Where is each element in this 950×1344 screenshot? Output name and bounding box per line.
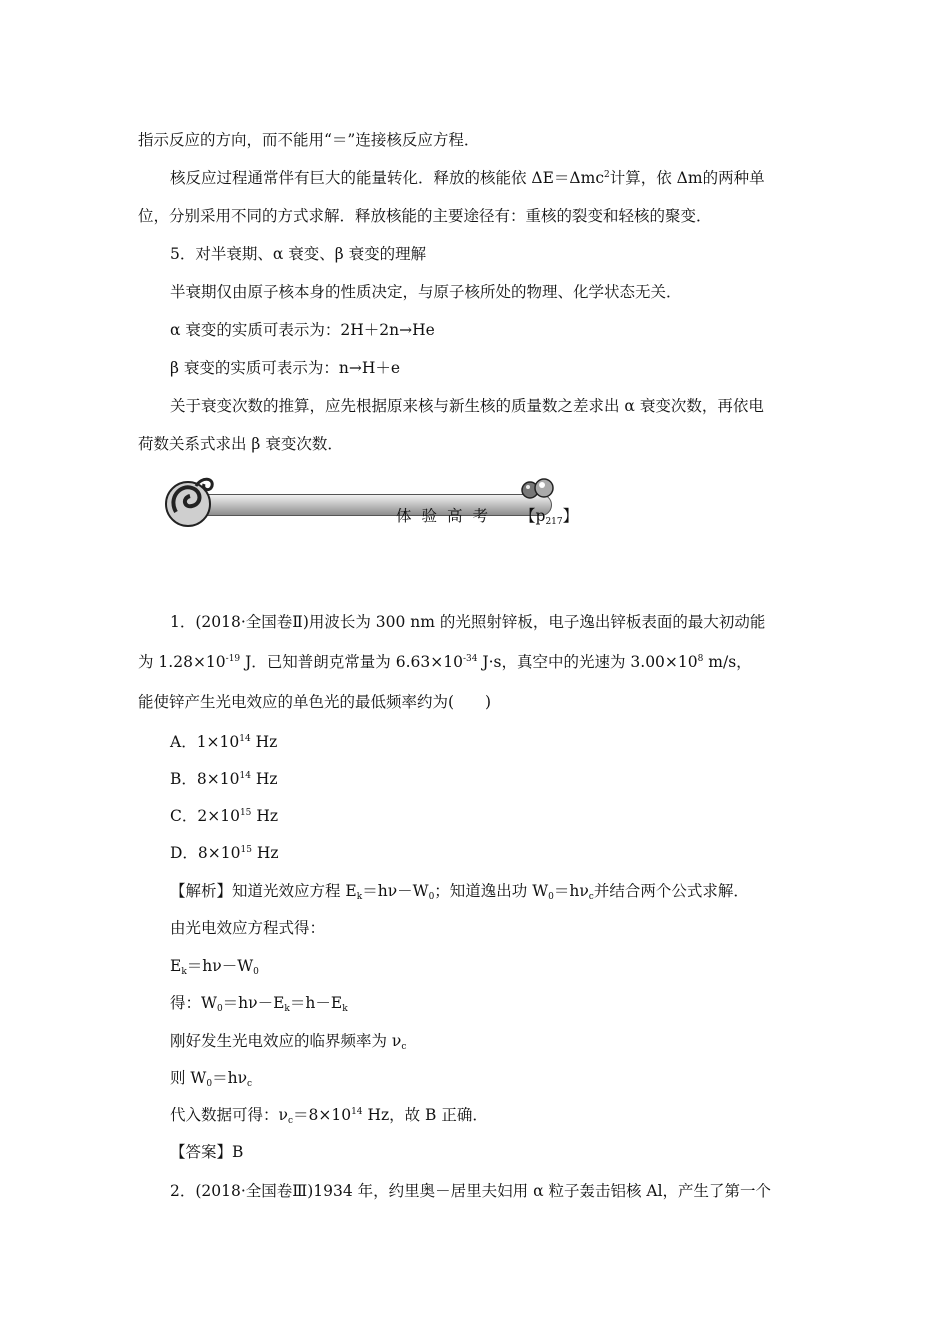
banner-page-ref: 【$p_{217}$】	[520, 507, 579, 527]
q1-line-2: 为 $1.28\times 10^{-19}$ J．已知普朗克常量为 $6.63\times 10^{-34}$ J·s，真空中的光速为 $3.00\times 10^8$ m/s，	[138, 653, 752, 671]
decay-count-line-1: 关于衰变次数的推算，应先根据原来核与新生核的质量数之差求出 α 衰变次数，再依电	[170, 397, 764, 415]
q1-step-4: 刚好发生光电效应的临界频率为 $\nu_c$	[170, 1032, 407, 1052]
q1-analysis: 【解析】知道光效应方程 $E_k=h\nu-W_0$；知道逸出功 $W_0=h\nu_c$并结合两个公式求解．	[170, 882, 749, 902]
decay-count-line-2: 荷数关系式求出 β 衰变次数．	[138, 435, 343, 453]
q2-line-1: 2．(2018·全国卷Ⅲ)1934 年，约里奥－居里夫妇用 α 粒子轰击铝核 Al，产生了第一个	[170, 1182, 772, 1200]
section-banner	[160, 472, 630, 534]
q1-step-3: 得：$W_0=h\nu-E_k=h-E_k$	[170, 994, 348, 1014]
q1-step-6: 代入数据可得：$\nu_c=8\times 10^{14}$ Hz，故 B 正确．	[170, 1106, 488, 1126]
intro-line: 指示反应的方向，而不能用“＝”连接核反应方程．	[138, 131, 480, 149]
q1-step-5: 则 $W_0=h\nu_c$	[170, 1069, 253, 1089]
q1-line-3: 能使锌产生光电效应的单色光的最低频率约为( )	[138, 693, 492, 711]
banner-bar	[200, 494, 552, 516]
q1-step-1: 由光电效应方程式得：	[170, 919, 326, 937]
q1-option-d: D．$8\times 10^{15}$ Hz	[170, 844, 279, 862]
alpha-decay-text: α 衰变的实质可表示为：2H＋2n→He	[170, 321, 435, 339]
banner-title: 体验高考	[396, 507, 499, 525]
beta-decay-text: β 衰变的实质可表示为：n→H＋e	[170, 359, 401, 377]
halflife-text: 半衰期仅由原子核本身的性质决定，与原子核所处的物理、化学状态无关．	[170, 283, 682, 301]
q1-option-b: B．$8\times 10^{14}$ Hz	[170, 770, 278, 788]
energy-line-2: 位，分别采用不同的方式求解．释放核能的主要途径有：重核的裂变和轻核的聚变．	[138, 207, 712, 225]
q1-answer: 【答案】B	[170, 1143, 244, 1161]
q1-step-2: $E_k=h\nu-W_0$	[170, 957, 259, 977]
q1-line-1: 1．(2018·全国卷Ⅱ)用波长为 300 nm 的光照射锌板，电子逸出锌板表面的最大初动能	[170, 613, 766, 631]
energy-line-1: 核反应过程通常伴有巨大的能量转化．释放的核能依 ΔE＝Δmc$^2$计算，依 Δm的两种单	[170, 169, 765, 187]
section-5-title: 5．对半衰期、α 衰变、β 衰变的理解	[170, 245, 427, 263]
spheres-ornament-icon	[520, 476, 556, 502]
q1-option-c: C．$2\times 10^{15}$ Hz	[170, 807, 279, 825]
swirl-ornament-icon	[162, 472, 220, 530]
q1-option-a: A．$1\times 10^{14}$ Hz	[170, 733, 278, 751]
